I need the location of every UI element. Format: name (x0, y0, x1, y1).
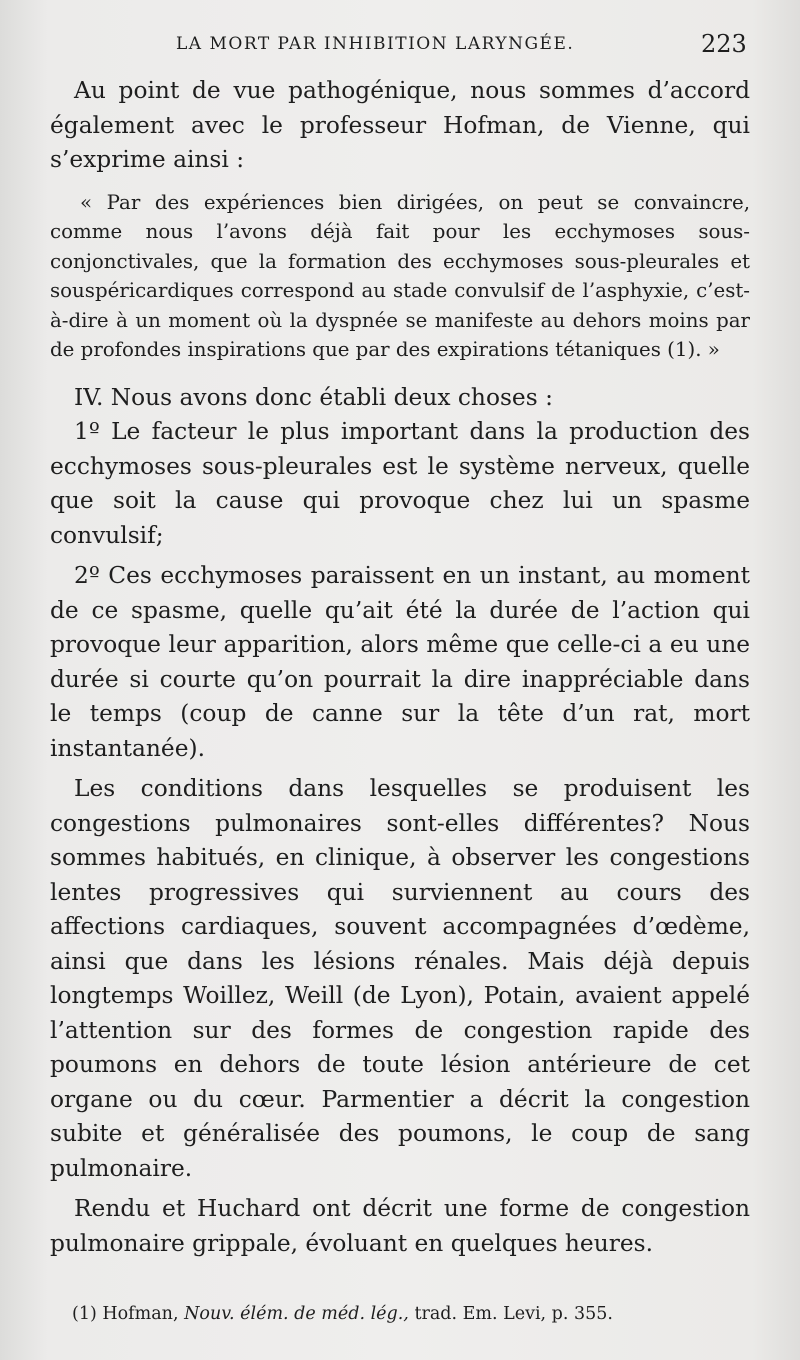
point-one: 1º Le facteur le plus important dans la production des ecchymoses sous-pleurales est le système nerveux, quelle que soit la cause qui provoque chez lui un spasme convulsif; (50, 418, 750, 549)
section-heading: IV. Nous avons donc établi deux choses : (74, 383, 553, 411)
paragraph-rendu-huchard: Rendu et Huchard ont décrit une forme de congestion pulmonaire grippale, évoluant en quelques heures. (50, 1195, 750, 1257)
footnote-reference: trad. Em. Levi, p. 355. (414, 1304, 613, 1324)
paragraph-congestions: Les conditions dans lesquelles se produisent les congestions pulmonaires sont-elles différentes? Nous sommes habitués, en clinique, à observer les congestions lentes progressives qui surviennent au cours des affections cardiaques, souvent accompagnées d’œdème, ainsi que dans les lésions rénales. Mais déjà depuis longtemps Woillez, Weill (de Lyon), Potain, avaient appelé l’attention sur des formes de congestion rapide des poumons en dehors de toute lésion antérieure de cet organe ou du cœur. Parmentier a décrit la congestion subite et généralisée des poumons, le coup de sang pulmonaire. (50, 775, 750, 1182)
running-title: LA MORT PAR INHIBITION LARYNGÉE. (176, 34, 575, 54)
block-quote: « Par des expériences bien dirigées, on peut se convaincre, comme nous l’avons déjà fait pour les ecchymoses sous-conjonctivales, que la formation des ecchymoses sous-pleurales et souspéricardiques correspond au stade convulsif de l’asphyxie, c’est-à-dire à un moment où la dyspnée se manifeste au dehors moins par de profondes inspirations que par des expirations tétaniques (1). » (50, 190, 750, 361)
intro-paragraph: Au point de vue pathogénique, nous sommes d’accord également avec le professeur Hofman, de Vienne, qui s’exprime ainsi : (50, 77, 750, 173)
point-two: 2º Ces ecchymoses paraissent en un instant, au moment de ce spasme, quelle qu’ait été la durée de l’action qui provoque leur apparition, alors même que celle-ci a eu une durée si courte qu’on pourrait la dire inappréciable dans le temps (coup de canne sur la tête d’un rat, mort instantanée). (50, 562, 750, 762)
page-number: 223 (701, 30, 747, 58)
page-header (0, 30, 800, 64)
footnote-title: Nouv. élém. de méd. lég., (184, 1304, 409, 1324)
footnote-marker: (1) (72, 1304, 97, 1324)
page-body (50, 74, 750, 1261)
footnote-author: Hofman, (102, 1304, 179, 1324)
footnote (72, 1302, 752, 1326)
